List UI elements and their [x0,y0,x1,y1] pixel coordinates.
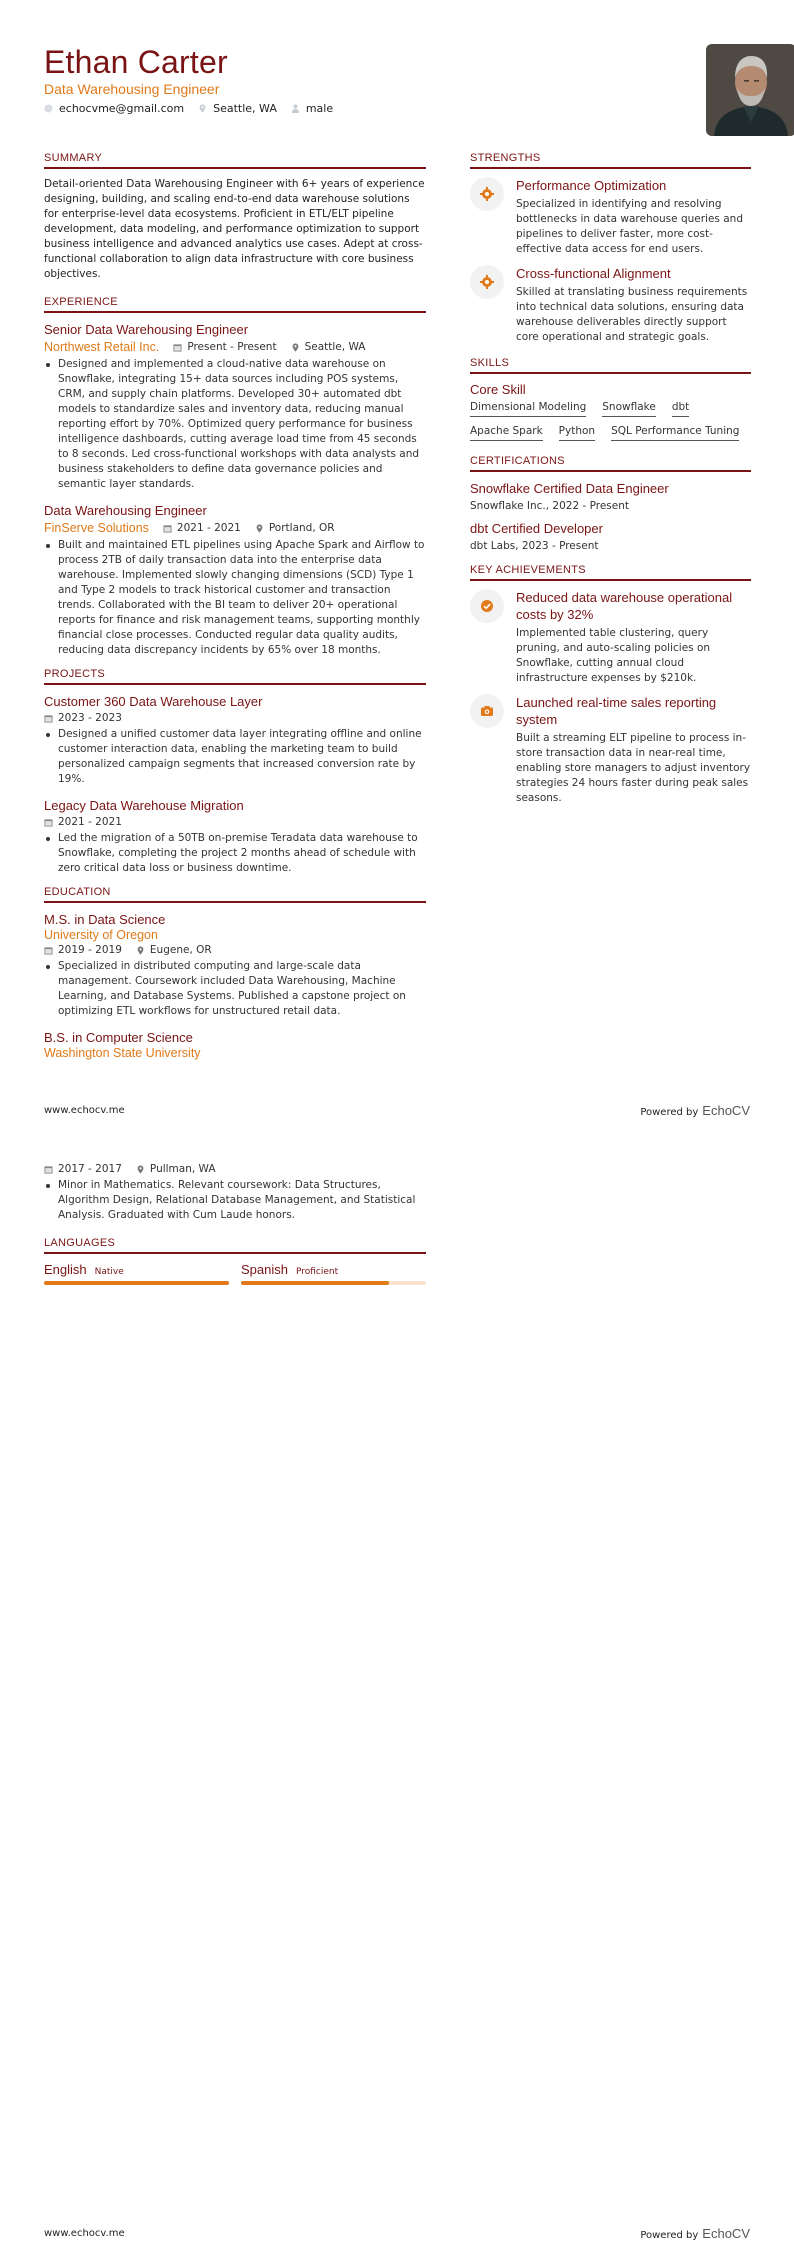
language-name: Spanish [241,1262,288,1277]
education-item-continued [44,1163,426,1223]
left-column-continued [44,1161,426,1285]
location-pin-icon [198,104,207,113]
contact-location [198,102,277,115]
camera-icon [470,694,504,728]
strengths-section [470,152,751,345]
calendar-icon [163,524,172,533]
project-bullet-text: Led the migration of a 50TB on-premise Teradata data warehouse to Snowflake, completing the project 2 months ahead of schedule with zero critical data loss or business downtime. [58,832,418,874]
left-column [44,152,426,1060]
footer-powered-text: Powered by [640,2230,699,2241]
school-name: University of Oregon [44,928,158,942]
job-dates-text: Present - Present [187,341,277,353]
achievement-item [470,589,751,686]
job-bullet-text: Built and maintained ETL pipelines using Apache Spark and Airflow to process 2TB of daily transaction data into the enterprise data warehouse. Implemented slowly changing dimensions (SCD) Type 1 and Type 2 models to track historical customer and transaction trends. Collaborated with the BI team to deliver 20+ operational reports for finance and risk management teams, supporting monthly financial close processes. Conducted regular data quality audits, reducing data discrepancy incidents by 65% over 18 months. [58,539,425,656]
project-meta [44,816,426,828]
projects-section [44,668,426,876]
footer-powered [640,2226,750,2241]
resume-page-2 [0,1123,794,2246]
location-text: Seattle, WA [213,102,277,115]
language-proficiency-fill [44,1281,229,1285]
calendar-icon [44,818,53,827]
bullet-dot [46,544,50,548]
languages-section [44,1237,426,1285]
bullet-dot [46,733,50,737]
language-list [44,1262,426,1285]
language-level: Native [94,1267,124,1277]
strength-desc: Skilled at translating business requirements into technical data solutions, ensuring data warehouse deliverables directly support core operational and strategic goals. [516,286,748,343]
summary-text: Detail-oriented Data Warehousing Engineer with 6+ years of experience designing, building, and scaling end-to-end data warehouse solutions for enterprise-level data ecosystems. Proficient in ETL/ELT pipeline development, data modeling, and performance optimization to support business intelligence and advanced analytics use cases. Adept at cross-functional collaboration to align data infrastructure with core business objectives. [44,178,425,280]
language-proficiency-fill [241,1281,389,1285]
degree-title: B.S. in Computer Science [44,1030,193,1045]
school-name: Washington State University [44,1046,201,1060]
language-name: English [44,1262,87,1277]
calendar-icon [44,946,53,955]
right-column [470,152,751,814]
achievement-item [470,694,751,806]
project-title: Customer 360 Data Warehouse Layer [44,694,263,709]
achievement-title: Reduced data warehouse operational costs by 32% [516,590,733,622]
certifications-section [470,455,751,552]
certification-name: dbt Certified Developer [470,521,603,536]
contact-gender [291,102,333,115]
job-location-text: Seattle, WA [304,341,366,353]
location-pin-icon [291,343,300,352]
footer-powered-text: Powered by [640,1107,699,1118]
education-dates-text: 2017 - 2017 [58,1163,122,1175]
project-meta [44,712,426,724]
gender-text: male [305,102,334,115]
contact-row [44,102,333,115]
skill-list [470,401,751,441]
candidate-name: Ethan Carter [44,44,228,80]
certification-item [470,520,751,552]
footer-powered [640,1103,750,1118]
projects-heading: PROJECTS [44,668,426,685]
skills-section [470,357,751,441]
skill-tag: Dimensional Modeling [470,401,586,417]
skill-tag: Python [559,425,595,441]
languages-heading: LANGUAGES [44,1237,426,1254]
education-bullet-text: Minor in Mathematics. Relevant coursework: Data Structures, Algorithm Design, Relational Database Management, and Statistical Analysis. Graduated with Cum Laude honors. [58,1179,416,1221]
job-location-text: Portland, OR [268,522,335,534]
job-title: Senior Data Warehousing Engineer [44,322,249,337]
certification-name: Snowflake Certified Data Engineer [470,481,669,496]
strength-item [470,265,751,345]
company-name: Northwest Retail Inc. [44,340,160,354]
certification-item [470,480,751,512]
candidate-title: Data Warehousing Engineer [44,81,220,97]
job-bullet-text: Designed and implemented a cloud-native data warehouse on Snowflake, integrating 15+ data sources including POS systems, CRM, and supply chain platforms. Developed 30+ automated dbt models to standardize sales and inventory data, reducing manual reporting effort by 70%. Optimized query performance for business intelligence dashboards, cutting average load time from 45 seconds to 8 seconds. Led cross-functional workshops with data analysts and business stakeholders to define data governance policies and semantic layer standards. [58,358,420,490]
language-proficiency-bar [241,1281,426,1285]
bullet-dot [46,1184,50,1188]
calendar-icon [173,343,182,352]
email-text: echocvme@gmail.com [59,102,185,115]
project-item [44,693,426,787]
project-dates [44,816,122,828]
education-dates [44,1163,122,1175]
skill-tag: Snowflake [602,401,656,417]
profile-photo [706,44,794,136]
job-title: Data Warehousing Engineer [44,503,207,518]
email-icon [44,104,53,113]
skill-tag: Apache Spark [470,425,543,441]
bullet-dot [46,965,50,969]
location-pin-icon [255,524,264,533]
strengths-heading: STRENGTHS [470,152,751,169]
language-proficiency-bar [44,1281,229,1285]
experience-section [44,296,426,658]
achievement-desc: Built a streaming ELT pipeline to process in-store transaction data in near-real time, enabling store managers to adjust inventory strategies 24 hours faster during peak sales seasons. [516,732,751,804]
education-heading: EDUCATION [44,886,426,903]
certifications-heading: CERTIFICATIONS [470,455,751,472]
achievement-desc: Implemented table clustering, query pruning, and auto-scaling policies on Snowflake, cutting annual cloud infrastructure expenses by $210k. [516,627,711,684]
language-level: Proficient [295,1267,339,1277]
achievements-section [470,564,751,806]
bullet-dot [46,363,50,367]
job-location [291,341,366,353]
education-meta [44,1163,426,1175]
language-item [241,1262,426,1285]
calendar-icon [44,1165,53,1174]
resume-header [44,44,750,139]
education-meta [44,944,426,956]
achievement-title: Launched real-time sales reporting system [516,695,717,727]
strength-desc: Specialized in identifying and resolving bottlenecks in data warehouse queries and pipelines to deliver faster, more cost-effective data access for end users. [516,198,743,255]
location-pin-icon [136,946,145,955]
job-bullet [44,538,426,658]
footer-brand[interactable]: EchoCV [702,1103,750,1118]
project-dates [44,712,122,724]
achievements-heading: KEY ACHIEVEMENTS [470,564,751,581]
language-item [44,1262,229,1285]
education-location [136,1163,216,1175]
project-title: Legacy Data Warehouse Migration [44,798,244,813]
education-section [44,886,426,1060]
skill-tag: dbt [672,401,689,417]
gear-icon [470,265,504,299]
strength-title: Performance Optimization [516,178,667,193]
education-bullet [44,959,426,1019]
page-footer [44,1103,750,1118]
person-icon [291,104,300,113]
project-dates-text: 2021 - 2021 [58,816,122,828]
job-dates-text: 2021 - 2021 [176,522,241,534]
skill-group-title: Core Skill [470,382,526,397]
company-name: FinServe Solutions [44,521,149,535]
experience-heading: EXPERIENCE [44,296,426,313]
education-item [44,1029,426,1060]
education-location-text: Eugene, OR [149,944,212,956]
degree-title: M.S. in Data Science [44,912,166,927]
experience-item [44,321,426,492]
strength-title: Cross-functional Alignment [516,266,671,281]
education-location [136,944,212,956]
project-bullet-text: Designed a unified customer data layer integrating offline and online customer interaction data, enabling the marketing team to build personalized campaign segments that increased conversion rate by 19%. [58,728,422,785]
project-dates-text: 2023 - 2023 [58,712,122,724]
location-pin-icon [136,1165,145,1174]
footer-brand[interactable]: EchoCV [702,2226,750,2241]
job-bullet [44,357,426,492]
summary-section [44,152,426,282]
education-dates-text: 2019 - 2019 [58,944,122,956]
job-location [255,522,335,534]
project-bullet [44,727,426,787]
certification-issuer: Snowflake Inc., 2022 - Present [470,500,630,512]
certification-issuer: dbt Labs, 2023 - Present [470,540,599,552]
education-bullet-text: Specialized in distributed computing and large-scale data management. Coursework included Data Warehousing, Machine Learning, and Database Systems. Published a capstone project on optimizing ETL workflows for unstructured retail data. [58,960,406,1017]
contact-email[interactable] [44,102,184,115]
education-item [44,911,426,1019]
job-dates [163,522,241,534]
footer-site-link[interactable]: www.echocv.me [44,1105,125,1116]
page-footer [44,2226,750,2241]
job-dates [173,341,276,353]
strength-item [470,177,751,257]
footer-site-link[interactable]: www.echocv.me [44,2228,125,2239]
gear-icon [470,177,504,211]
experience-item [44,502,426,658]
summary-heading: SUMMARY [44,152,426,169]
skill-tag: SQL Performance Tuning [611,425,739,441]
job-meta [44,521,426,535]
bullet-dot [46,837,50,841]
skills-heading: SKILLS [470,357,751,374]
project-item [44,797,426,876]
project-bullet [44,831,426,876]
job-meta [44,340,426,354]
education-bullet [44,1178,426,1223]
check-badge-icon [470,589,504,623]
education-dates [44,944,122,956]
education-location-text: Pullman, WA [149,1163,216,1175]
calendar-icon [44,714,53,723]
